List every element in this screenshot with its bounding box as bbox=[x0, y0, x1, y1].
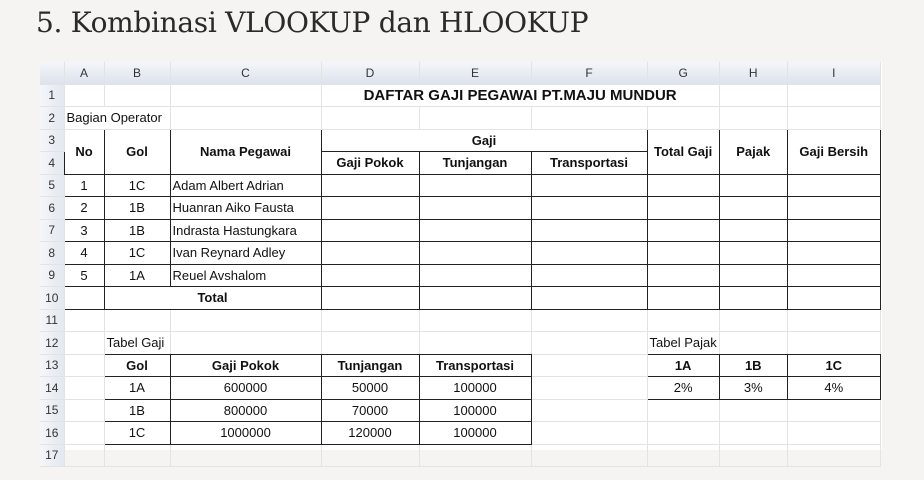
table-row bbox=[40, 174, 880, 197]
cell-gaji-pokok[interactable] bbox=[321, 264, 419, 287]
header-tunjangan[interactable]: Tunjangan bbox=[419, 152, 531, 175]
tabel-gaji-cell-gol[interactable]: 1B bbox=[104, 399, 170, 422]
row-header[interactable]: 12 bbox=[40, 332, 64, 355]
tabel-gaji-header-gaji-pokok[interactable]: Gaji Pokok bbox=[170, 354, 321, 377]
cell[interactable] bbox=[531, 332, 647, 355]
tabel-pajak-header-1a[interactable]: 1A bbox=[647, 354, 719, 377]
tabel-gaji-header-gol[interactable]: Gol bbox=[104, 354, 170, 377]
tabel-gaji-cell-tunjangan[interactable]: 70000 bbox=[321, 399, 419, 422]
tabel-gaji-cell-tunjangan[interactable]: 50000 bbox=[321, 377, 419, 400]
cell[interactable] bbox=[64, 287, 104, 310]
cell-pajak[interactable] bbox=[719, 174, 787, 197]
cell[interactable] bbox=[170, 107, 321, 130]
cell-gaji-bersih[interactable] bbox=[787, 197, 880, 220]
tabel-pajak-cell-1b[interactable]: 3% bbox=[719, 377, 787, 400]
cell-tunjangan[interactable] bbox=[419, 174, 531, 197]
header-transportasi[interactable]: Transportasi bbox=[531, 152, 647, 175]
cell-pajak[interactable] bbox=[719, 242, 787, 265]
cell-no[interactable]: 4 bbox=[64, 242, 104, 265]
sheet-row bbox=[40, 129, 880, 152]
cell[interactable] bbox=[531, 399, 647, 422]
total-label[interactable]: Total bbox=[104, 287, 321, 310]
row-header[interactable]: 2 bbox=[40, 107, 64, 130]
sheet-row bbox=[40, 107, 880, 130]
cell-gaji-bersih[interactable] bbox=[787, 264, 880, 287]
cell[interactable] bbox=[170, 84, 321, 107]
cell-gaji-bersih[interactable] bbox=[787, 242, 880, 265]
table-row bbox=[40, 197, 880, 220]
header-gol[interactable]: Gol bbox=[104, 129, 170, 174]
cell[interactable] bbox=[64, 399, 104, 422]
column-header-row bbox=[40, 62, 880, 84]
select-all-corner[interactable] bbox=[40, 62, 64, 84]
cell-gol[interactable]: 1B bbox=[104, 219, 170, 242]
tabel-gaji-header-tunjangan[interactable]: Tunjangan bbox=[321, 354, 419, 377]
cell-total-total-gaji[interactable] bbox=[647, 287, 719, 310]
cell-total-gaji[interactable] bbox=[647, 242, 719, 265]
header-pajak[interactable]: Pajak bbox=[719, 129, 787, 174]
header-total-gaji[interactable]: Total Gaji bbox=[647, 129, 719, 174]
column-header-c[interactable]: C bbox=[170, 62, 321, 84]
cell[interactable] bbox=[531, 107, 647, 130]
table-row bbox=[40, 422, 880, 445]
cell-tunjangan[interactable] bbox=[419, 197, 531, 220]
cell-no[interactable]: 2 bbox=[64, 197, 104, 220]
cell[interactable] bbox=[647, 422, 719, 445]
cell-total-gaji[interactable] bbox=[647, 264, 719, 287]
row-header[interactable]: 3 bbox=[40, 129, 64, 152]
spreadsheet bbox=[40, 62, 882, 463]
tabel-gaji-cell-gol[interactable]: 1C bbox=[104, 422, 170, 445]
cell-gaji-bersih[interactable] bbox=[787, 219, 880, 242]
tabel-pajak-header-1b[interactable]: 1B bbox=[719, 354, 787, 377]
cell[interactable] bbox=[647, 444, 719, 467]
page-title: 5. Kombinasi VLOOKUP dan HLOOKUP bbox=[36, 6, 589, 39]
cell-transportasi[interactable] bbox=[531, 197, 647, 220]
cell-gaji-bersih[interactable] bbox=[787, 174, 880, 197]
header-gaji[interactable]: Gaji bbox=[321, 129, 647, 152]
tabel-pajak-label[interactable]: Tabel Pajak bbox=[647, 332, 719, 355]
cell-nama[interactable]: Reuel Avshalom bbox=[170, 264, 321, 287]
cell-tunjangan[interactable] bbox=[419, 219, 531, 242]
sheet-row bbox=[40, 309, 880, 332]
tabel-gaji-cell-gaji-pokok[interactable]: 600000 bbox=[170, 377, 321, 400]
cell-total-gaji-bersih[interactable] bbox=[787, 287, 880, 310]
row-header[interactable]: 10 bbox=[40, 287, 64, 310]
cell[interactable] bbox=[64, 309, 104, 332]
cell-nama[interactable]: Huanran Aiko Fausta bbox=[170, 197, 321, 220]
cell[interactable] bbox=[531, 354, 647, 377]
cell-total-pajak[interactable] bbox=[719, 287, 787, 310]
row-header[interactable]: 14 bbox=[40, 377, 64, 400]
cell-pajak[interactable] bbox=[719, 197, 787, 220]
cell[interactable] bbox=[531, 377, 647, 400]
tabel-gaji-cell-transportasi[interactable]: 100000 bbox=[419, 377, 531, 400]
row-header[interactable]: 8 bbox=[40, 242, 64, 265]
cell-gol[interactable]: 1A bbox=[104, 264, 170, 287]
cell-pajak[interactable] bbox=[719, 219, 787, 242]
cell[interactable] bbox=[64, 332, 104, 355]
cell-gol[interactable]: 1B bbox=[104, 197, 170, 220]
tabel-pajak-cell-1a[interactable]: 2% bbox=[647, 377, 719, 400]
cell[interactable] bbox=[170, 444, 321, 467]
cell-transportasi[interactable] bbox=[531, 219, 647, 242]
cell-nama[interactable]: Ivan Reynard Adley bbox=[170, 242, 321, 265]
table-row bbox=[40, 242, 880, 265]
cell-transportasi[interactable] bbox=[531, 174, 647, 197]
cell[interactable] bbox=[170, 309, 321, 332]
cell[interactable] bbox=[531, 309, 647, 332]
cell[interactable] bbox=[719, 399, 787, 422]
cell[interactable] bbox=[321, 107, 419, 130]
cell-gaji-pokok[interactable] bbox=[321, 174, 419, 197]
sheet-row bbox=[40, 84, 880, 107]
cell-gol[interactable]: 1C bbox=[104, 174, 170, 197]
row-header[interactable]: 16 bbox=[40, 422, 64, 445]
column-header-i[interactable]: I bbox=[787, 62, 880, 84]
row-header[interactable]: 17 bbox=[40, 444, 64, 467]
header-gaji-pokok[interactable]: Gaji Pokok bbox=[321, 152, 419, 175]
cell[interactable] bbox=[419, 309, 531, 332]
cell[interactable] bbox=[719, 84, 787, 107]
cell[interactable] bbox=[170, 332, 321, 355]
header-no[interactable]: No bbox=[64, 129, 104, 174]
table-row bbox=[40, 264, 880, 287]
column-header-f[interactable]: F bbox=[531, 62, 647, 84]
table-row bbox=[40, 399, 880, 422]
cell[interactable] bbox=[321, 444, 419, 467]
cell[interactable] bbox=[787, 84, 880, 107]
sheet-row bbox=[40, 354, 880, 377]
column-header-a[interactable]: A bbox=[64, 62, 104, 84]
cell-total-gaji[interactable] bbox=[647, 174, 719, 197]
cell-nama[interactable]: Adam Albert Adrian bbox=[170, 174, 321, 197]
cell-gaji-pokok[interactable] bbox=[321, 242, 419, 265]
cell[interactable] bbox=[719, 422, 787, 445]
cell-no[interactable]: 1 bbox=[64, 174, 104, 197]
row-header[interactable]: 6 bbox=[40, 197, 64, 220]
row-header[interactable]: 15 bbox=[40, 399, 64, 422]
cell-transportasi[interactable] bbox=[531, 242, 647, 265]
cell[interactable] bbox=[787, 444, 880, 467]
cell[interactable] bbox=[104, 84, 170, 107]
cell[interactable] bbox=[64, 377, 104, 400]
cell[interactable] bbox=[419, 332, 531, 355]
tabel-gaji-header-transportasi[interactable]: Transportasi bbox=[419, 354, 531, 377]
cell[interactable] bbox=[719, 107, 787, 130]
tabel-pajak-cell-1c[interactable]: 4% bbox=[787, 377, 880, 400]
cell[interactable] bbox=[64, 354, 104, 377]
cell[interactable] bbox=[787, 332, 880, 355]
sheet-row bbox=[40, 444, 880, 467]
cell-tunjangan[interactable] bbox=[419, 242, 531, 265]
cell-transportasi[interactable] bbox=[531, 264, 647, 287]
cell[interactable] bbox=[419, 107, 531, 130]
cell[interactable] bbox=[647, 309, 719, 332]
row-header[interactable]: 7 bbox=[40, 219, 64, 242]
column-header-g[interactable]: G bbox=[647, 62, 719, 84]
sheet-title[interactable]: DAFTAR GAJI PEGAWAI PT.MAJU MUNDUR bbox=[321, 84, 719, 107]
header-nama-pegawai[interactable]: Nama Pegawai bbox=[170, 129, 321, 174]
tabel-pajak-header-1c[interactable]: 1C bbox=[787, 354, 880, 377]
cell[interactable] bbox=[64, 444, 104, 467]
cell-no[interactable]: 3 bbox=[64, 219, 104, 242]
tabel-gaji-cell-gol[interactable]: 1A bbox=[104, 377, 170, 400]
cell-total-transportasi[interactable] bbox=[531, 287, 647, 310]
column-header-d[interactable]: D bbox=[321, 62, 419, 84]
sheet-row bbox=[40, 332, 880, 355]
column-header-h[interactable]: H bbox=[719, 62, 787, 84]
cell[interactable] bbox=[104, 444, 170, 467]
cell[interactable] bbox=[719, 309, 787, 332]
cell-no[interactable]: 5 bbox=[64, 264, 104, 287]
cell[interactable] bbox=[787, 422, 880, 445]
row-header[interactable]: 13 bbox=[40, 354, 64, 377]
cell[interactable] bbox=[787, 399, 880, 422]
cell-total-gaji[interactable] bbox=[647, 219, 719, 242]
cell-gol[interactable]: 1C bbox=[104, 242, 170, 265]
row-header[interactable]: 5 bbox=[40, 174, 64, 197]
tabel-gaji-label[interactable]: Tabel Gaji bbox=[104, 332, 170, 355]
tabel-gaji-cell-tunjangan[interactable]: 120000 bbox=[321, 422, 419, 445]
column-header-b[interactable]: B bbox=[104, 62, 170, 84]
cell[interactable] bbox=[531, 444, 647, 467]
cell[interactable] bbox=[64, 422, 104, 445]
table-row bbox=[40, 219, 880, 242]
cell[interactable] bbox=[531, 422, 647, 445]
row-header[interactable]: 11 bbox=[40, 309, 64, 332]
cell-total-gaji[interactable] bbox=[647, 197, 719, 220]
row-header[interactable]: 4 bbox=[40, 152, 64, 175]
cell-gaji-pokok[interactable] bbox=[321, 219, 419, 242]
cell[interactable] bbox=[647, 107, 719, 130]
row-header[interactable]: 9 bbox=[40, 264, 64, 287]
cell[interactable] bbox=[321, 309, 419, 332]
total-row bbox=[40, 287, 880, 310]
cell[interactable] bbox=[321, 332, 419, 355]
cell-total-tunjangan[interactable] bbox=[419, 287, 531, 310]
cell[interactable] bbox=[647, 399, 719, 422]
spreadsheet-grid bbox=[40, 62, 881, 467]
row-header[interactable]: 1 bbox=[40, 84, 64, 107]
cell-pajak[interactable] bbox=[719, 264, 787, 287]
cell[interactable] bbox=[419, 444, 531, 467]
tabel-gaji-cell-transportasi[interactable]: 100000 bbox=[419, 399, 531, 422]
tabel-gaji-cell-gaji-pokok[interactable]: 800000 bbox=[170, 399, 321, 422]
cell[interactable] bbox=[719, 444, 787, 467]
cell-gaji-pokok[interactable] bbox=[321, 197, 419, 220]
column-header-e[interactable]: E bbox=[419, 62, 531, 84]
section-label[interactable]: Bagian Operator bbox=[64, 107, 170, 130]
cell[interactable] bbox=[104, 309, 170, 332]
cell[interactable] bbox=[64, 84, 104, 107]
cell[interactable] bbox=[787, 107, 880, 130]
cell[interactable] bbox=[719, 332, 787, 355]
cell-nama[interactable]: Indrasta Hastungkara bbox=[170, 219, 321, 242]
header-gaji-bersih[interactable]: Gaji Bersih bbox=[787, 129, 880, 174]
tabel-gaji-cell-transportasi[interactable]: 100000 bbox=[419, 422, 531, 445]
cell-tunjangan[interactable] bbox=[419, 264, 531, 287]
cell-total-gaji-pokok[interactable] bbox=[321, 287, 419, 310]
table-row bbox=[40, 377, 880, 400]
tabel-gaji-cell-gaji-pokok[interactable]: 1000000 bbox=[170, 422, 321, 445]
cell[interactable] bbox=[787, 309, 880, 332]
